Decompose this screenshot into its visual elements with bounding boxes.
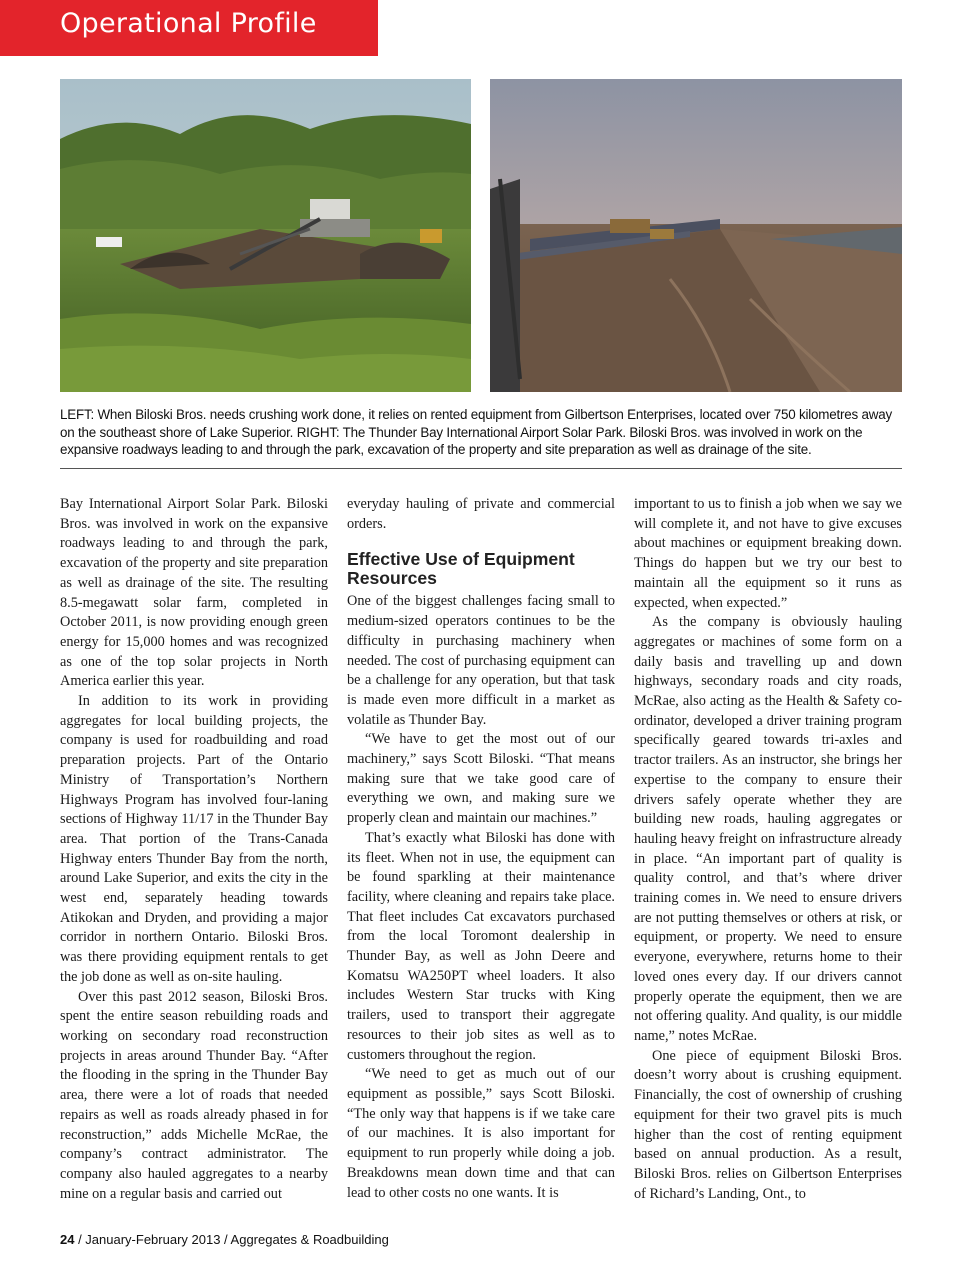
paragraph: everyday hauling of private and commercial orders. — [347, 496, 615, 532]
caption-divider — [60, 468, 902, 469]
photo-caption: LEFT: When Biloski Bros. needs crushing work done, it relies on rented equipment from Gilbertson Enterprises, located over 750 kilometres away on the southeast shore of Lake Superior. RIGHT: The Thunder Bay International Airport Solar Park. Biloski Bros. was involved in work on the expansive roadways leading to and through the park, excavation of the property and site preparation as well as drainage of the site. — [60, 407, 892, 458]
paragraph: As the company is obviously hauling aggregates or machines of some form on a daily basis and travelling up and down highways, secondary roads and city roads, McRae, also acting as the Health & Safety co-ordinator, developed a driver training program specifically geared towards tri-axles and tractor trailers. As an instructor, she brings her expertise to the company to ensure their drivers safely operate whether they are building new roads, hauling aggregates or hauling heavy freight on infrastructure already in place. “An important part of quality is quality control, and that’s where driver training comes in. We need to ensure drivers are not putting themselves or others at risk, or equipment, or property. We need to ensure everyone, everywhere, returns home to their loved ones every day. If our drivers cannot properly operate the equipment, then we are not offering quality. And quality, is our middle name,” notes McRae. — [634, 614, 902, 1044]
page-footer — [60, 1232, 389, 1247]
article-column-2 — [347, 495, 615, 1203]
section-title: Operational Profile — [60, 8, 317, 39]
paragraph: That’s exactly what Biloski has done with its fleet. When not in use, the equipment can be found sparkling at their maintenance facility, where cleaning and repairs take place. That fleet includes Cat excavators purchased from the local Toromont dealership in Thunder Bay, as well as John Deere and Komatsu WA250PT wheel loaders. It also includes Western Star trucks with King trailers, used to transport their aggregate resources to their job sites as well as to customers throughout the region. — [347, 829, 615, 1063]
paragraph: “We need to get as much out of our equipment as possible,” says Scott Biloski. “The only way that happens is if we take care of our machines. It is also important for equipment to run properly while doing a job. Breakdowns mean down time and that can lead to other costs no one wants. It is — [347, 1066, 615, 1201]
article-column-1 — [60, 495, 328, 1204]
solar-park-illustration — [490, 79, 902, 392]
paragraph: Over this past 2012 season, Biloski Bros. spent the entire season rebuilding roads and working on secondary road reconstruction projects in areas around Thunder Bay. “After the flooding in the spring in the Thunder Bay area, there were a lot of roads that needed repairs as well as roads already phased in for reconstruction,” adds Michelle McRae, the company’s contract administrator. The company also hauled aggregates to a nearby mine on a regular basis and carried out — [60, 988, 328, 1202]
solar-park-photo — [490, 79, 902, 392]
section-subheading: Effective Use of Equipment Resources — [347, 549, 575, 589]
crushing-site-illustration — [60, 79, 471, 392]
paragraph: Bay International Airport Solar Park. Biloski Bros. was involved in work on the expansive roadways leading to and through the park, excavation of the property and site preparation as well as drainage of the site. The resulting 8.5-megawatt solar farm, completed in October 2011, is now providing enough green energy for 15,000 homes and was recognized as one of the top solar projects in North America earlier this year. — [60, 496, 328, 690]
page-number: 24 — [60, 1232, 75, 1247]
paragraph: One of the biggest challenges facing small to medium-sized operators continues to be the difficulty in purchasing machinery when needed. The cost of purchasing equipment can be a challenge for any operation, but that task is made even more difficult in a market as volatile as Thunder Bay. — [347, 593, 615, 728]
paragraph: In addition to its work in providing aggregates for local building projects, the company is used for roadbuilding and road preparation projects. Part of the Ontario Ministry of Transportation’s Northern Highways Program has involved four-laning sections of Highway 11/17 in the Thunder Bay area. That portion of the Trans-Canada Highway enters Thunder Bay from the north, around Lake Superior, and exits the city in the west end, separately heading towards Atikokan and Dryden, and providing a major corridor in northern Ontario. Biloski Bros. was there providing equipment rentals to get the job done as well as on-site hauling. — [60, 693, 328, 985]
paragraph: “We have to get the most out of our machinery,” says Scott Biloski. “That means making sure that we take good care of everything we own, and making sure we properly clean and maintain our machines.” — [347, 731, 615, 827]
crushing-site-photo — [60, 79, 471, 392]
paragraph: One piece of equipment Biloski Bros. doesn’t worry about is crushing equipment. Financially, the cost of ownership of crushing equipment for their two gravel pits is much higher than the cost of renting equipment based on annual production. As a result, Biloski Bros. relies on Gilbertson Enterprises of Richard’s Landing, Ont., to — [634, 1047, 902, 1202]
article-column-3 — [634, 495, 902, 1204]
paragraph: important to us to finish a job when we say we will complete it, and not have to give excuses about machines or equipment breaking down. Things do happen but we try our best to maintain all the equipment so it runs as expected, when expected.” — [634, 496, 902, 611]
section-banner — [0, 0, 378, 56]
publication-info: / January-February 2013 / Aggregates & Roadbuilding — [74, 1232, 389, 1247]
